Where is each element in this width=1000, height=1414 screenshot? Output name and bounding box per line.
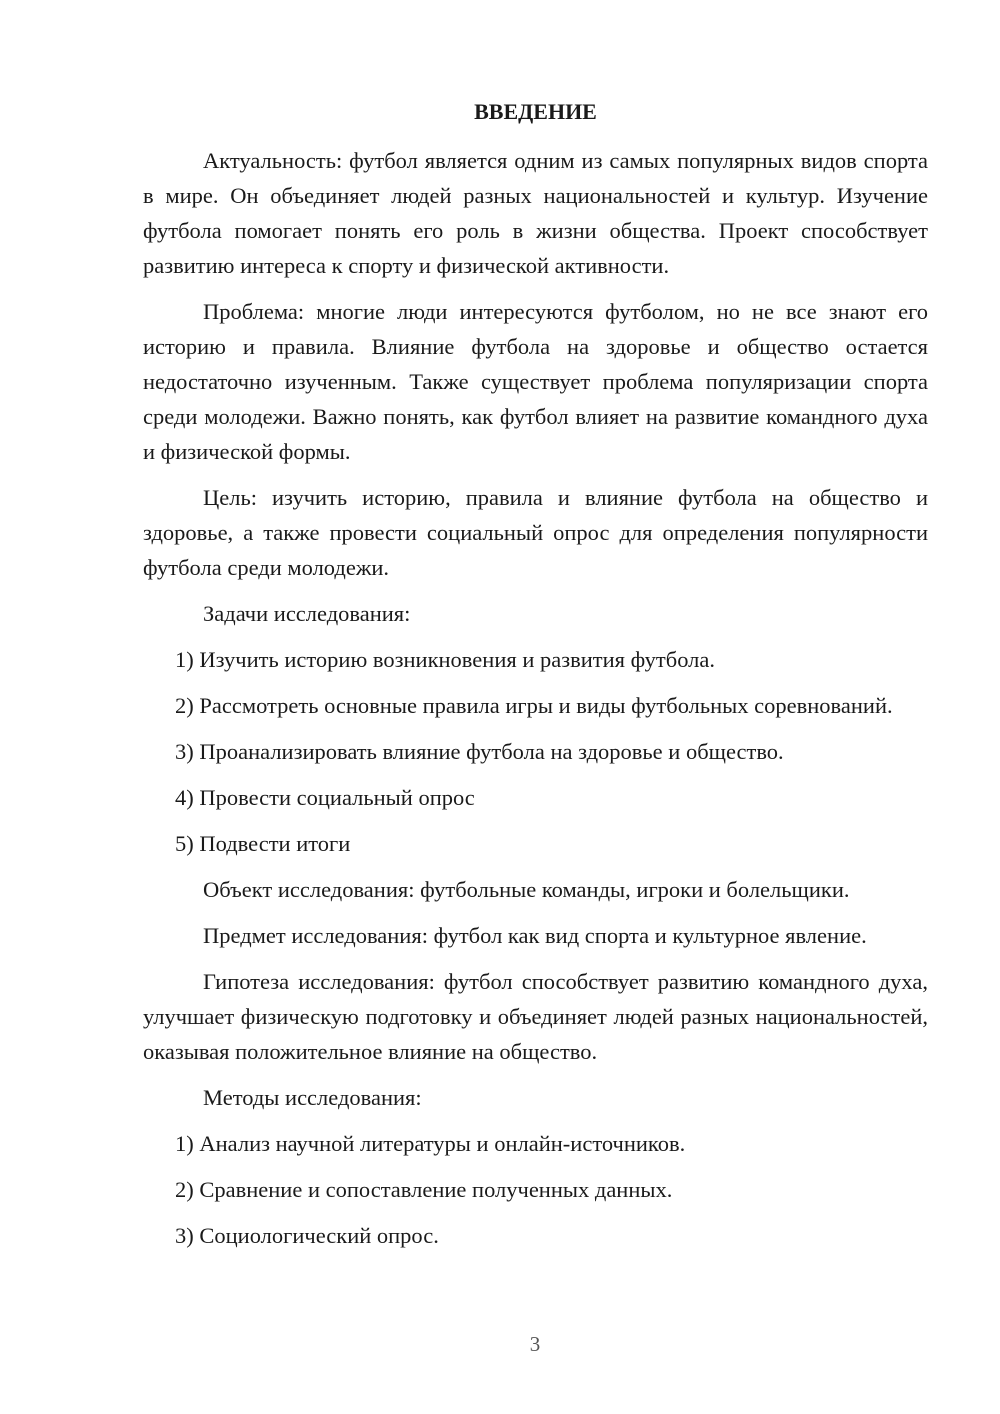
subject-paragraph: Предмет исследования: футбол как вид спорта и культурное явление.	[203, 923, 867, 948]
task-item-1: 1) Изучить историю возникновения и развития футбола.	[175, 647, 715, 672]
task-item-4: 4) Провести социальный опрос	[175, 785, 475, 810]
hypothesis-paragraph: Гипотеза исследования: футбол способствует развитию командного духа, улучшает физическую подготовку и объединяет людей разных национальностей, оказывая положительное влияние на общество.	[143, 969, 928, 1064]
task-item-5: 5) Подвести итоги	[175, 831, 351, 856]
relevance-paragraph: Актуальность: футбол является одним из самых популярных видов спорта в мире. Он объединяет людей разных национальностей и культур. Изучение футбола помогает понять его роль в жизни общества. Проект способствует развитию интереса к спорту и физической активности.	[143, 148, 928, 278]
method-item-1: 1) Анализ научной литературы и онлайн-источников.	[175, 1131, 686, 1156]
problem-paragraph: Проблема: многие люди интересуются футболом, но не все знают его историю и правила. Влияние футбола на здоровье и общество остается недостаточно изученным. Также существует проблема популяризации спорта среди молодежи. Важно понять, как футбол влияет на развитие командного духа и физической формы.	[143, 299, 928, 464]
section-title: ВВЕДЕНИЕ	[474, 99, 597, 124]
page-content	[143, 94, 928, 1264]
object-paragraph: Объект исследования: футбольные команды, игроки и болельщики.	[203, 877, 850, 902]
method-item-2: 2) Сравнение и сопоставление полученных данных.	[175, 1177, 673, 1202]
goal-paragraph: Цель: изучить историю, правила и влияние футбола на общество и здоровье, а также провести социальный опрос для определения популярности футбола среди молодежи.	[143, 485, 928, 580]
page-number: 3	[529, 1332, 541, 1356]
task-item-3: 3) Проанализировать влияние футбола на здоровье и общество.	[175, 739, 784, 764]
task-item-2: 2) Рассмотреть основные правила игры и виды футбольных соревнований.	[175, 693, 893, 718]
methods-heading: Методы исследования:	[203, 1085, 422, 1110]
tasks-heading: Задачи исследования:	[203, 601, 411, 626]
method-item-3: 3) Социологический опрос.	[175, 1223, 439, 1248]
